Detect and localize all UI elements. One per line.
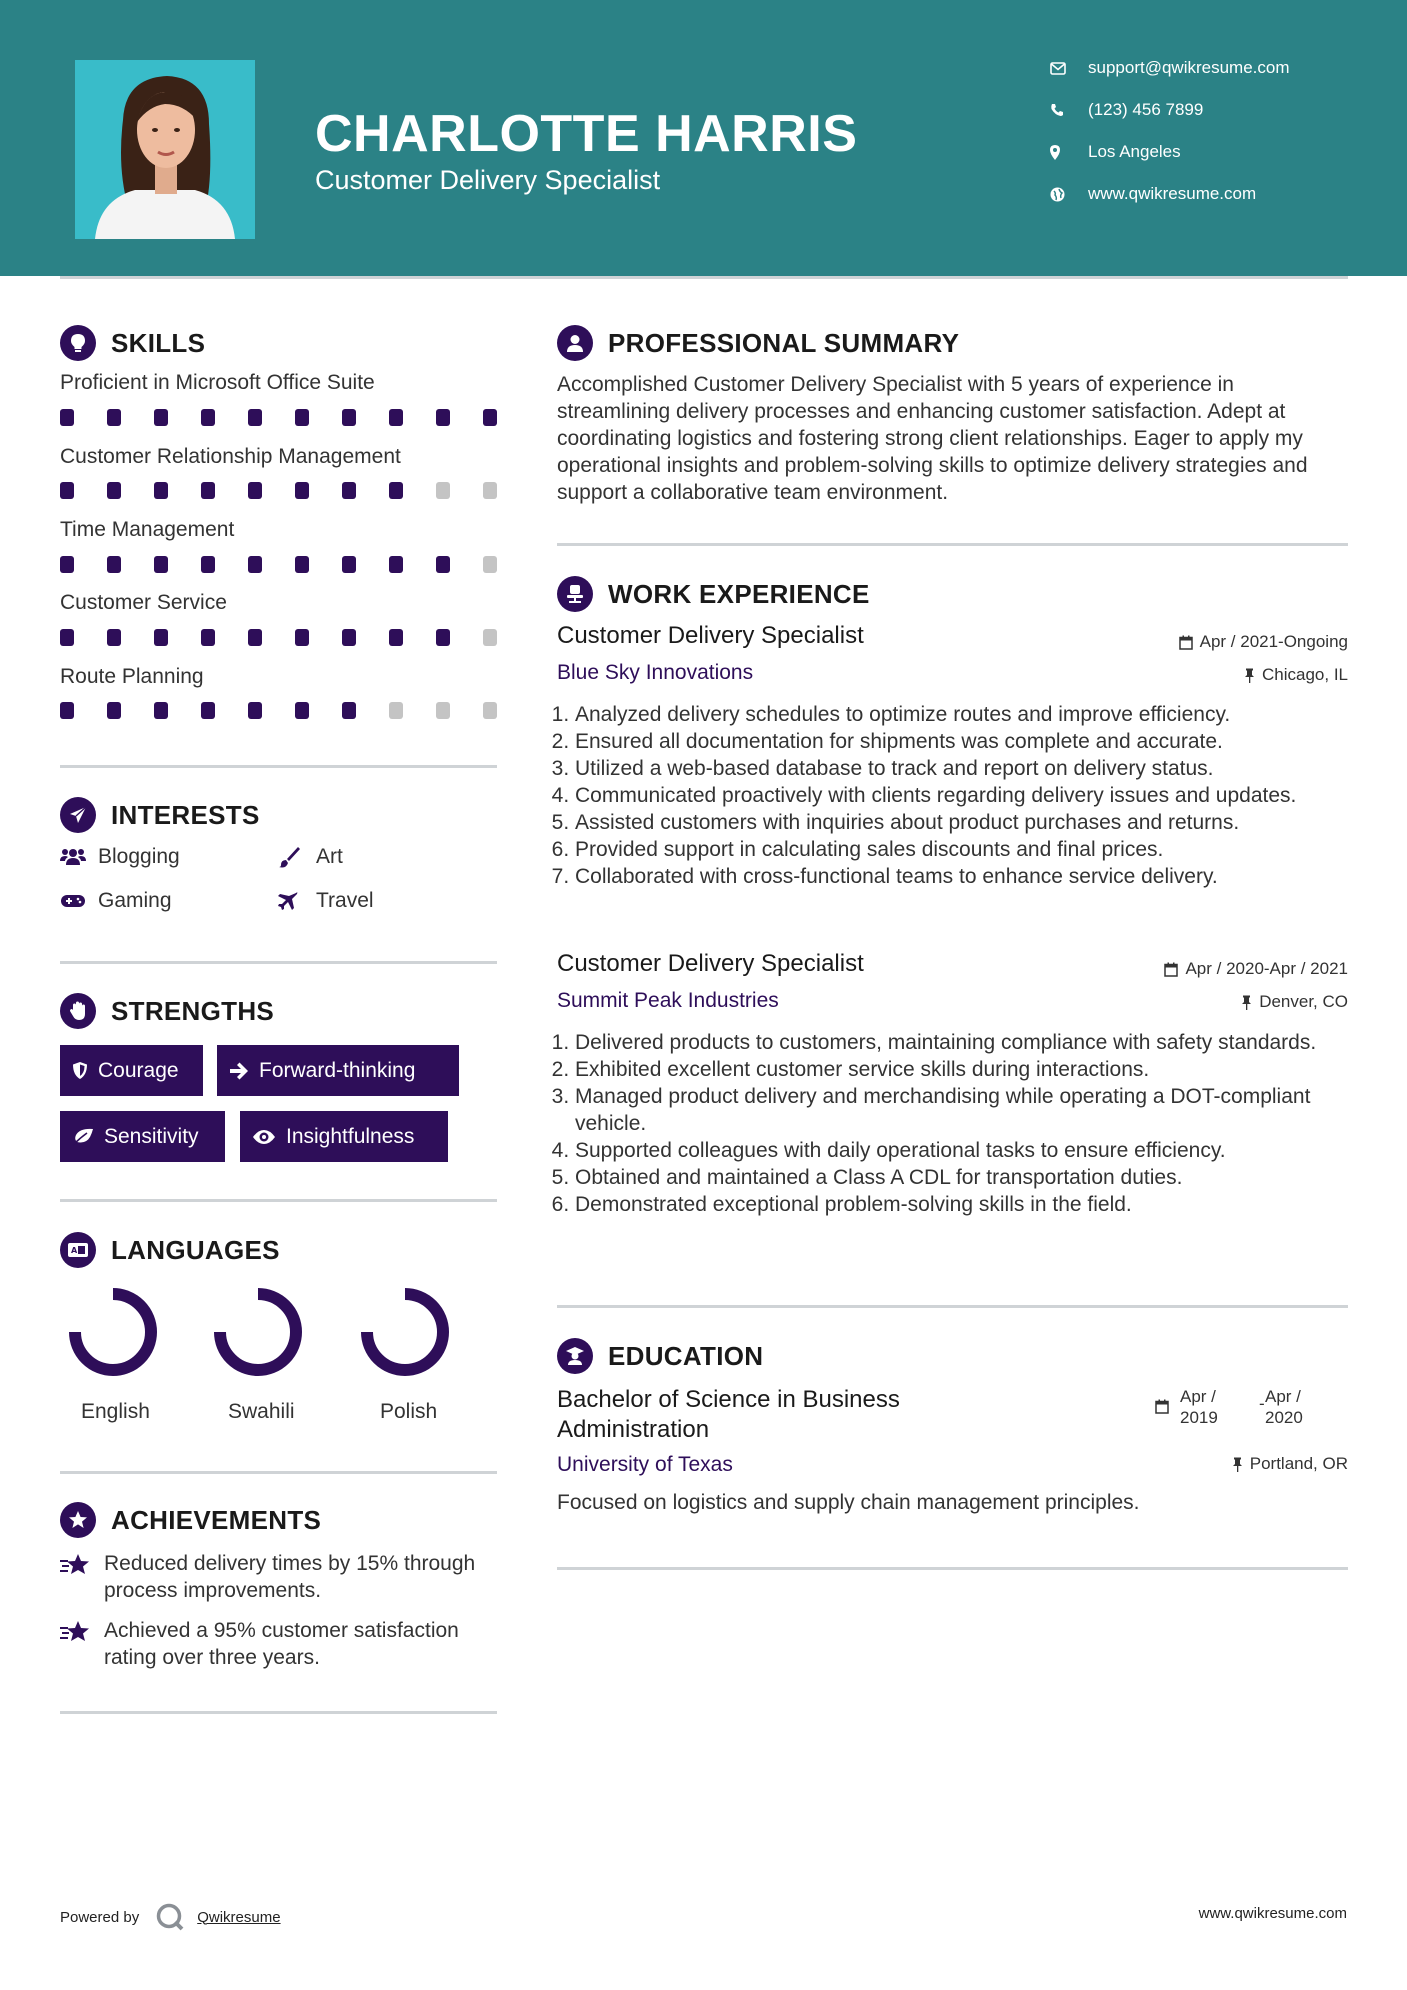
education-date-dash: - (1259, 1394, 1265, 1413)
rating-dot-filled (107, 409, 121, 426)
rating-dot-filled (154, 482, 168, 499)
language-gauge (68, 1287, 158, 1377)
profile-photo (75, 60, 255, 239)
degree-line: Bachelor of Science in Business (557, 1386, 900, 1413)
calendar-icon (1155, 1399, 1169, 1419)
job-bullet: 2. Exhibited excellent customer service skills during interactions. (575, 1056, 1347, 1083)
job-bullet: 4. Communicated proactively with clients regarding delivery issues and updates. (575, 782, 1347, 809)
header-band (0, 0, 1407, 276)
skill-name: Customer Relationship Management (60, 445, 401, 468)
rating-dot-filled (483, 409, 497, 426)
language-label: Swahili (228, 1400, 295, 1423)
pushpin-icon (1241, 995, 1252, 1010)
achievement-text: Achieved a 95% customer satisfaction rating over three years. (104, 1619, 459, 1669)
rating-dot-empty (483, 482, 497, 499)
job-bullets (557, 701, 1347, 890)
skill-name: Proficient in Microsoft Office Suite (60, 371, 375, 394)
job-role: Customer Delivery Specialist (557, 622, 864, 649)
qwikresume-link[interactable]: Qwikresume (197, 1908, 281, 1926)
skills-title: SKILLS (111, 327, 206, 358)
interest-label: Gaming (98, 889, 172, 912)
job-bullet: 7. Collaborated with cross-functional teams to enhance service delivery. (575, 863, 1347, 890)
shield-icon (72, 1061, 88, 1080)
achievement-item (60, 1550, 504, 1604)
degree (557, 1385, 900, 1445)
rating-dot-filled (436, 409, 450, 426)
job-dates-text: Apr / 2021-Ongoing (1199, 632, 1348, 651)
powered-by-text: Powered by (60, 1908, 140, 1926)
job-bullet: 1. Delivered products to customers, maintaining compliance with safety standards. (575, 1029, 1347, 1056)
rating-dot-filled (107, 702, 121, 719)
language-label: Polish (380, 1400, 438, 1423)
strength-label: Insightfulness (286, 1124, 415, 1148)
hand-icon (60, 993, 96, 1029)
rating-dot-filled (389, 629, 403, 646)
star-icon (60, 1550, 104, 1604)
section-divider (557, 1567, 1348, 1570)
rating-dot-empty (436, 702, 450, 719)
contact-website-text: www.qwikresume.com (1088, 184, 1257, 203)
calendar-icon (1164, 962, 1178, 977)
language-icon (60, 1232, 96, 1268)
rating-dot-empty (483, 556, 497, 573)
achievements-heading (60, 1502, 321, 1538)
paintbrush-icon (278, 846, 316, 868)
summary-heading (557, 325, 959, 361)
language-gauge (213, 1287, 303, 1377)
rating-dot-filled (201, 702, 215, 719)
job-location-text: Denver, CO (1259, 992, 1348, 1011)
strength-label: Forward-thinking (259, 1058, 416, 1082)
pushpin-icon (1232, 1457, 1243, 1472)
contact-location-text: Los Angeles (1088, 142, 1181, 161)
rating-dot-filled (248, 629, 262, 646)
skill-rating (60, 702, 530, 719)
lightbulb-icon (60, 325, 96, 361)
job-bullet: 2. Ensured all documentation for shipments was complete and accurate. (575, 728, 1347, 755)
job-location (1244, 665, 1348, 685)
section-divider (60, 765, 497, 768)
paper-plane-icon (60, 797, 96, 833)
calendar-icon (1179, 635, 1193, 650)
rating-dot-filled (436, 629, 450, 646)
star-badge-icon (60, 1502, 96, 1538)
rating-dot-filled (342, 629, 356, 646)
rating-dot-filled (201, 409, 215, 426)
rating-dot-empty (483, 702, 497, 719)
rating-dot-filled (342, 556, 356, 573)
job-location-text: Chicago, IL (1262, 665, 1348, 684)
header-divider (60, 276, 1348, 279)
experience-title: WORK EXPERIENCE (608, 578, 870, 609)
candidate-name: CHARLOTTE HARRIS (315, 105, 858, 163)
education-end-month: Apr / (1265, 1387, 1301, 1406)
interest-label: Art (316, 845, 343, 868)
job-bullet: 5. Obtained and maintained a Class A CDL for transportation duties. (575, 1164, 1347, 1191)
graduate-icon (557, 1338, 593, 1374)
rating-dot-filled (60, 482, 74, 499)
rating-dot-filled (295, 629, 309, 646)
degree-line: Administration (557, 1416, 710, 1443)
languages-title: LANGUAGES (111, 1234, 280, 1265)
leaf-icon (72, 1128, 94, 1146)
language-gauge (360, 1287, 450, 1377)
job-bullet: 5. Assisted customers with inquiries about product purchases and returns. (575, 809, 1347, 836)
star-icon (60, 1617, 104, 1671)
rating-dot-filled (154, 629, 168, 646)
interest-label: Travel (316, 889, 374, 912)
job-bullet: 6. Provided support in calculating sales discounts and final prices. (575, 836, 1347, 863)
education-end-year: 2020 (1265, 1408, 1303, 1427)
rating-dot-filled (389, 556, 403, 573)
section-divider (60, 1199, 497, 1202)
users-icon (60, 847, 98, 867)
rating-dot-empty (483, 629, 497, 646)
plane-icon (278, 891, 316, 911)
pushpin-icon (1244, 668, 1255, 683)
job-bullets (557, 1029, 1347, 1218)
section-divider (60, 1471, 497, 1474)
contact-website[interactable] (1050, 184, 1256, 204)
rating-dot-filled (248, 702, 262, 719)
strength-tag (60, 1111, 225, 1162)
contact-location (1050, 142, 1181, 162)
globe-icon (1050, 187, 1088, 202)
candidate-title: Customer Delivery Specialist (315, 165, 661, 195)
education-start-month: Apr / (1180, 1387, 1216, 1406)
section-divider (60, 1711, 497, 1714)
strength-label: Sensitivity (104, 1124, 199, 1148)
rating-dot-empty (389, 702, 403, 719)
powered-by (60, 1902, 281, 1932)
email-icon (1050, 62, 1088, 75)
skill-name: Time Management (60, 518, 235, 541)
achievement-item (60, 1617, 504, 1671)
skill-name: Route Planning (60, 665, 204, 688)
phone-icon (1050, 103, 1088, 117)
section-divider (557, 1305, 1348, 1308)
education-start-year: 2019 (1180, 1408, 1218, 1427)
skill-rating (60, 409, 530, 426)
office-chair-icon (557, 576, 593, 612)
education-description: Focused on logistics and supply chain management principles. (557, 1491, 1140, 1514)
rating-dot-filled (60, 556, 74, 573)
rating-dot-filled (342, 482, 356, 499)
language-gauge-arc (367, 1294, 443, 1370)
eye-icon (252, 1129, 276, 1145)
rating-dot-filled (154, 556, 168, 573)
interest-item (278, 845, 343, 869)
job-company: Blue Sky Innovations (557, 661, 754, 684)
job-bullet: 6. Demonstrated exceptional problem-solving skills in the field. (575, 1191, 1347, 1218)
strengths-title: STRENGTHS (111, 995, 275, 1026)
languages-heading (60, 1232, 280, 1268)
education-school: University of Texas (557, 1453, 733, 1476)
summary-text: Accomplished Customer Delivery Specialist with 5 years of experience in streamlining delivery processes and enhancing customer satisfaction. Adept at coordinating logistics and fostering strong client relationships. Eager to apply my operational insights and problem-solving skills to optimize delivery strategies and support a collaborative team environment. (557, 373, 1308, 504)
interests-heading (60, 797, 260, 833)
skill-rating (60, 556, 530, 573)
section-divider (60, 961, 497, 964)
achievement-text: Reduced delivery times by 15% through process improvements. (104, 1552, 476, 1602)
rating-dot-filled (248, 556, 262, 573)
rating-dot-filled (107, 556, 121, 573)
rating-dot-filled (201, 556, 215, 573)
achievements-title: ACHIEVEMENTS (111, 1504, 322, 1535)
rating-dot-filled (295, 702, 309, 719)
rating-dot-filled (60, 409, 74, 426)
job-bullet: 3. Utilized a web-based database to track and report on delivery status. (575, 755, 1347, 782)
rating-dot-filled (295, 556, 309, 573)
rating-dot-filled (436, 556, 450, 573)
rating-dot-filled (248, 409, 262, 426)
footer-website[interactable]: www.qwikresume.com (1198, 1905, 1347, 1922)
interest-item (278, 889, 374, 913)
job-dates (1164, 959, 1348, 979)
contact-email-text: support@qwikresume.com (1088, 58, 1290, 77)
strength-tag (217, 1045, 459, 1096)
summary-title: PROFESSIONAL SUMMARY (608, 327, 960, 358)
job-dates-text: Apr / 2020-Apr / 2021 (1185, 959, 1348, 978)
rating-dot-filled (389, 482, 403, 499)
education-location (1232, 1454, 1348, 1474)
arrow-right-icon (229, 1062, 249, 1080)
interest-label: Blogging (98, 845, 180, 868)
experience-heading (557, 576, 870, 612)
qwikresume-logo-icon (155, 1902, 185, 1932)
job-dates (1179, 632, 1348, 652)
location-icon (1050, 145, 1088, 160)
rating-dot-filled (60, 629, 74, 646)
language-label: English (81, 1400, 150, 1423)
rating-dot-filled (107, 482, 121, 499)
strength-label: Courage (98, 1058, 179, 1082)
rating-dot-filled (342, 409, 356, 426)
skill-name: Customer Service (60, 591, 227, 614)
skills-heading (60, 325, 205, 361)
rating-dot-filled (154, 702, 168, 719)
job-bullet: 4. Supported colleagues with daily operational tasks to ensure efficiency. (575, 1137, 1347, 1164)
contact-phone-text: (123) 456 7899 (1088, 100, 1204, 119)
education-location-text: Portland, OR (1249, 1454, 1348, 1473)
contact-email[interactable] (1050, 58, 1290, 78)
rating-dot-filled (295, 409, 309, 426)
language-gauge-arc (75, 1294, 151, 1370)
rating-dot-filled (389, 409, 403, 426)
education-end-date (1265, 1386, 1303, 1428)
rating-dot-filled (107, 629, 121, 646)
strength-tag (60, 1045, 203, 1096)
job-bullet: 3. Managed product delivery and merchandising while operating a DOT-compliant vehicle. (575, 1083, 1347, 1137)
job-role: Customer Delivery Specialist (557, 950, 864, 977)
language-gauge-arc (220, 1294, 296, 1370)
job-location (1241, 992, 1348, 1012)
education-start-date (1180, 1386, 1218, 1428)
gamepad-icon (60, 893, 98, 909)
svg-text:A: A (71, 1246, 78, 1255)
job-company: Summit Peak Industries (557, 989, 779, 1012)
strength-tag (240, 1111, 448, 1162)
education-title: EDUCATION (608, 1340, 764, 1371)
user-icon (557, 325, 593, 361)
interests-title: INTERESTS (111, 799, 260, 830)
interest-item (60, 889, 172, 913)
rating-dot-filled (295, 482, 309, 499)
skill-rating (60, 629, 530, 646)
rating-dot-empty (436, 482, 450, 499)
interest-item (60, 845, 180, 869)
rating-dot-filled (248, 482, 262, 499)
rating-dot-filled (60, 702, 74, 719)
rating-dot-filled (342, 702, 356, 719)
strengths-heading (60, 993, 274, 1029)
rating-dot-filled (154, 409, 168, 426)
education-heading (557, 1338, 763, 1374)
rating-dot-filled (201, 482, 215, 499)
job-bullet: 1. Analyzed delivery schedules to optimize routes and improve efficiency. (575, 701, 1347, 728)
section-divider (557, 543, 1348, 546)
rating-dot-filled (201, 629, 215, 646)
contact-phone[interactable] (1050, 100, 1203, 120)
skill-rating (60, 482, 530, 499)
